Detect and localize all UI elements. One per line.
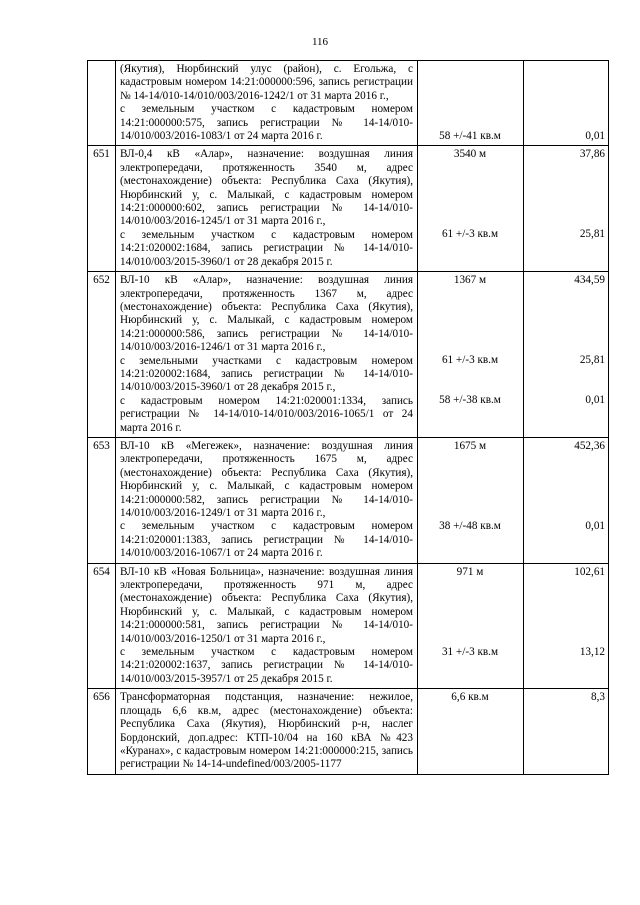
amount-value: 102,61 <box>574 565 605 578</box>
row-description <box>116 146 418 272</box>
description-paragraph: Трансформаторная подстанция, назначение: нежилое, площадь 6,6 кв.м, адрес (местонахождение) объекта: Республика Саха (Якутия), Нюрбинский р-н, наслег Бордонский, доп.адрес: КТП-10/04 на 160 кВА №423 «Куранах», с кадастровым номером 14:21:000000:215, запись регистрации № 14-14-undefined/003/2005-1177 <box>120 691 413 771</box>
description-paragraph: ВЛ-10 кВ «Мегежек», назначение: воздушная линия электропередачи, протяженность 1675 м, адрес (местонахождение) объекта: Республика Саха (Якутия), Нюрбинский у, с. Малыкай, с кадастровым номером 14:21:000000:582, запись регистрации № 14-14/010-14/010/003/2016-1249/1 от 31 марта 2016 г., <box>120 439 413 519</box>
amount-value <box>526 63 605 130</box>
description-paragraph: с земельными участками с кадастровым номером 14:21:020002:1684, запись регистрации № 14-14/010-14/010/003/2015-3960/1 от 28 декабря 2015 г., <box>120 354 413 394</box>
table-row <box>88 146 609 272</box>
size-value: 31 +/-3 кв.м <box>441 645 499 658</box>
row-size <box>418 272 524 438</box>
amount-value: 8,3 <box>591 691 605 704</box>
row-description <box>116 437 418 563</box>
size-value: 58 +/-38 кв.м <box>439 394 501 407</box>
description-paragraph: (Якутия), Нюрбинский улус (район), с. Егольжа, с кадастровым номером 14:21:000000:596, запись регистрации № 14-14/010-14/010/003/2016-1242/1 от 31 марта 2016 г., <box>120 63 413 102</box>
size-value <box>420 63 520 130</box>
row-number: 654 <box>88 563 116 689</box>
description-paragraph: с земельным участком с кадастровым номером 14:21:020002:1684, запись регистрации № 14-14/010-14/010/003/2015-3960/1 от 28 декабря 2015 г. <box>120 228 413 268</box>
amount-value: 37,86 <box>579 148 605 161</box>
size-value: 1675 м <box>453 439 487 452</box>
row-number <box>88 61 116 146</box>
size-value: 38 +/-48 кв.м <box>439 519 501 532</box>
amount-value: 0,01 <box>585 394 605 407</box>
size-value: 1367 м <box>453 274 487 287</box>
amount-value: 25,81 <box>579 354 605 367</box>
amount-value: 434,59 <box>574 274 605 287</box>
row-number: 652 <box>88 272 116 438</box>
row-size <box>418 61 524 146</box>
size-value: 6,6 кв.м <box>451 691 489 704</box>
table-row <box>88 689 609 774</box>
description-paragraph: с земельным участком с кадастровым номером 14:21:020002:1637, запись регистрации № 14-14/010-14/010/003/2015-3957/1 от 25 декабря 2015 г. <box>120 646 413 685</box>
description-paragraph: ВЛ-10 кВ «Алар», назначение: воздушная линия электропередачи, протяженность 1367 м, адрес (местонахождение) объекта: Республика Саха (Якутия), Нюрбинский у, с. Малыкай, с кадастровым номером 14:21:000000:586, запись регистрации № 14-14/010-14/010/003/2016-1246/1 от 31 марта 2016 г., <box>120 274 413 354</box>
size-value: 61 +/-3 кв.м <box>441 228 499 241</box>
description-paragraph: с кадастровым номером 14:21:020001:1334, запись регистрации № 14-14/010-14/010/003/2016-1065/1 от 24 марта 2016 г. <box>120 394 413 434</box>
row-size <box>418 146 524 272</box>
description-paragraph: с земельным участком с кадастровым номером 14:21:000000:575, запись регистрации № 14-14/010-14/010/003/2016-1083/1 от 24 марта 2016 г. <box>120 103 413 143</box>
table-row <box>88 61 609 146</box>
row-value <box>524 563 609 689</box>
page-number: 116 <box>311 36 329 48</box>
row-description <box>116 689 418 774</box>
row-value <box>524 146 609 272</box>
amount-value: 452,36 <box>574 439 605 452</box>
row-number: 653 <box>88 437 116 563</box>
row-size <box>418 689 524 774</box>
row-description <box>116 61 418 146</box>
size-value: 3540 м <box>453 148 487 161</box>
size-value: 61 +/-3 кв.м <box>441 354 499 367</box>
size-value: 58 +/-41 кв.м <box>439 130 501 142</box>
amount-value: 0,01 <box>585 519 605 532</box>
row-size <box>418 437 524 563</box>
row-size <box>418 563 524 689</box>
row-number: 656 <box>88 689 116 774</box>
description-paragraph: с земельным участком с кадастровым номером 14:21:020001:1383, запись регистрации № 14-14/010-14/010/003/2016-1067/1 от 24 марта 2016 г. <box>120 520 413 560</box>
row-value <box>524 689 609 774</box>
description-paragraph: ВЛ-0,4 кВ «Алар», назначение: воздушная линия электропередачи, протяженность 3540 м, адрес (местонахождение) объекта: Республика Саха (Якутия), Нюрбинский у, с. Малыкай, с кадастровым номером 14:21:000000:602, запись регистрации № 14-14/010-14/010/003/2016-1245/1 от 31 марта 2016 г., <box>120 148 413 228</box>
size-value: 971 м <box>456 565 484 578</box>
row-description <box>116 563 418 689</box>
row-value <box>524 61 609 146</box>
description-paragraph: ВЛ-10 кВ «Новая Больница», назначение: воздушная линия электропередачи, протяженность 971 м, адрес (местонахождение) объекта: Республика Саха (Якутия), Нюрбинский у, с. Малыкай, с кадастровым номером 14:21:000000:581, запись регистрации № 14-14/010-14/010/003/2016-1250/1 от 31 марта 2016 г., <box>120 565 413 645</box>
row-number: 651 <box>88 146 116 272</box>
property-registry-table <box>87 60 609 775</box>
amount-value: 13,12 <box>579 645 605 658</box>
row-value <box>524 272 609 438</box>
row-value <box>524 437 609 563</box>
table-row <box>88 437 609 563</box>
amount-value: 0,01 <box>585 130 605 142</box>
table-row <box>88 272 609 438</box>
row-description <box>116 272 418 438</box>
table-row <box>88 563 609 689</box>
amount-value: 25,81 <box>579 228 605 241</box>
